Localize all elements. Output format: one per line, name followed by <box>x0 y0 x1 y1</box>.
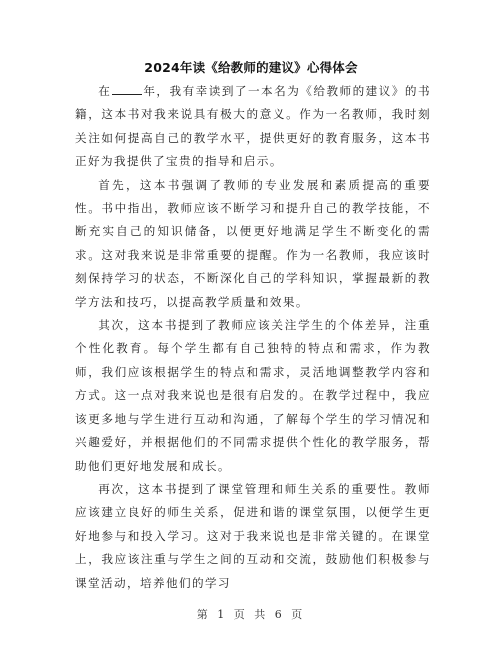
paragraph-first: 首先，这本书强调了教师的专业发展和素质提高的重要性。书中指出，教师应该不断学习和提升自己的教学技能，不断充实自己的知识储备，以便更好地满足学生不断变化的需求。这对我来说是非常重要的提醒。作为一名教师，我应该时刻保持学习的状态，不断深化自己的学科知识，掌握最新的教学方法和技巧，以提高教学质量和效果。 <box>75 177 431 309</box>
intro-text: 年，我有幸读到了一本名为《给教师的建议》的书籍，这本书对我来说具有极大的意义。作为一名教师，我时刻关注如何提高自己的教学水平，提供更好的教育服务，这本书正好为我提供了宝贵的指导和启示。 <box>75 84 431 169</box>
page-number-footer: 第 1 页 共 6 页 <box>196 608 306 621</box>
paragraph-second: 其次，这本书提到了教师应该关注学生的个体差异，注重个性化教育。每个学生都有自己独特的特点和需求，作为教师，我们应该根据学生的特点和需求，灵活地调整教学内容和方式。这一点对我来说也是很有启发的。在教学过程中，我应该更多地与学生进行互动和沟通，了解每个学生的学习情况和兴趣爱好，并根据他们的不同需求提供个性化的教学服务，帮助他们更好地发展和成长。 <box>75 318 431 473</box>
document-title: 2024年读《给教师的建议》心得体会 <box>144 60 358 75</box>
document-body <box>75 80 431 595</box>
year-blank-line <box>112 84 142 95</box>
intro-prefix: 在 <box>98 84 112 98</box>
paragraph-intro <box>75 80 431 174</box>
paragraph-third: 再次，这本书提到了课堂管理和师生关系的重要性。教师应该建立良好的师生关系，促进和谐的课堂氛围，以便学生更好地参与和投入学习。这对于我来说也是非常关键的。在课堂上，我应该注重与学生之间的互动和交流，鼓励他们积极参与课堂活动，培养他们的学习 <box>75 481 431 590</box>
